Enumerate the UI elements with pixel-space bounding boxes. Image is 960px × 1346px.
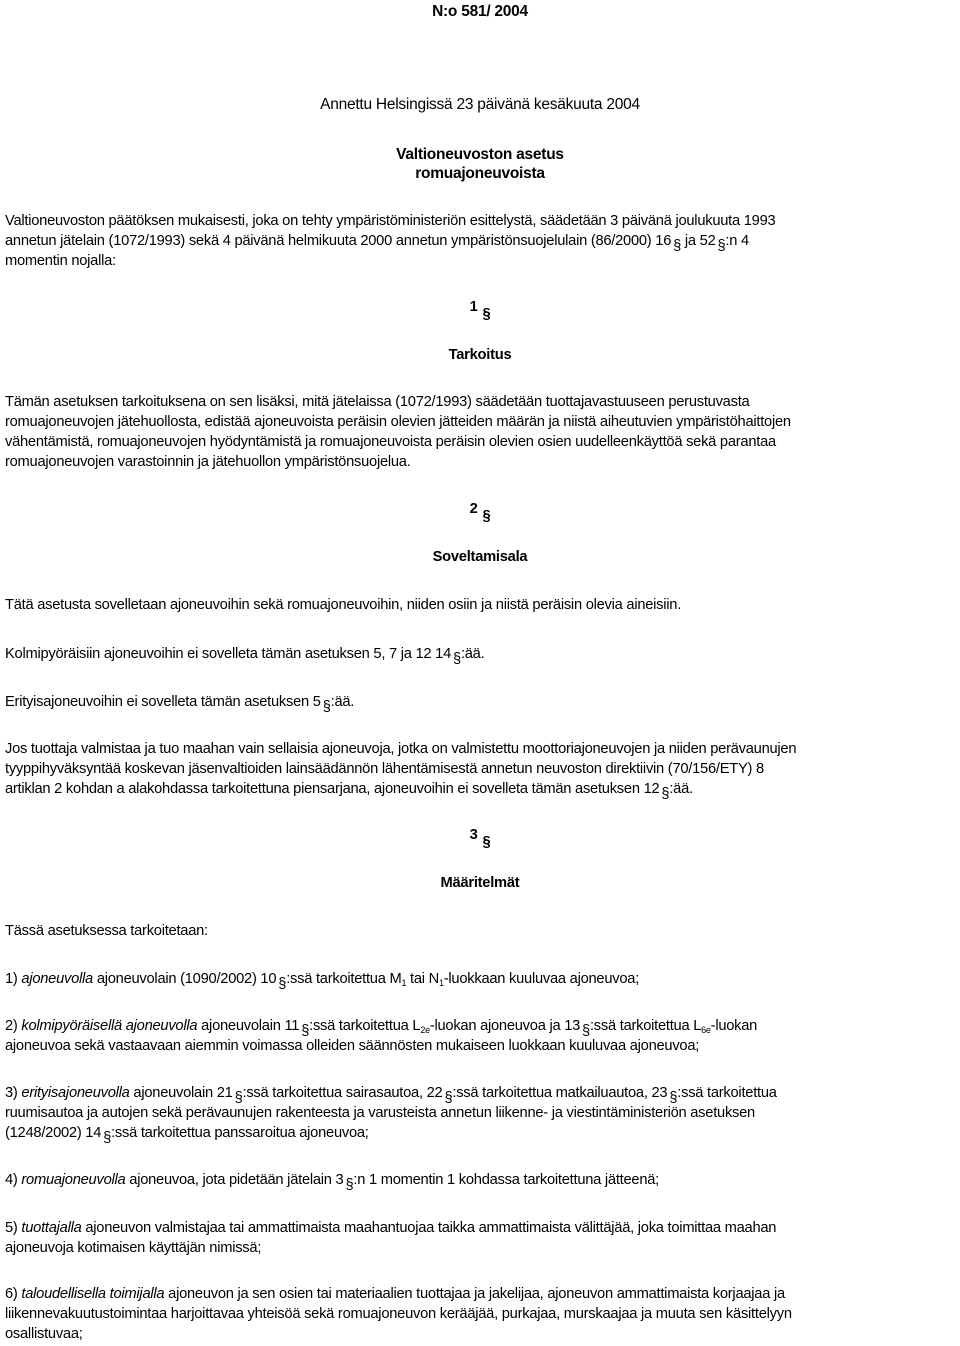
- section-heading: Soveltamisala: [432, 549, 528, 565]
- paragraph: Tätä asetusta sovelletaan ajoneuvoihin sekä romuajoneuvoihin, niiden osiin ja niistä peräisin olevia aineisiin.: [5, 597, 682, 613]
- section-sign-icon: [453, 652, 461, 667]
- preamble-line: Valtioneuvoston päätöksen mukaisesti, joka on tehty ympäristöministeriön esittelystä, säädetään 3 päivänä joulukuuta 1993: [5, 213, 776, 229]
- body-line: osallistuvaa;: [5, 1326, 83, 1342]
- section-sign-icon: [103, 1131, 111, 1146]
- body-line: romuajoneuvojen varastoinnin ja jätehuollon ympäristönsuojelua.: [5, 454, 411, 470]
- body-line: Tämän asetuksen tarkoituksena on sen lisäksi, mitä jätelaissa (1072/1993) säädetään tuottajavastuuseen perustuvasta: [5, 394, 750, 410]
- defined-term: ajoneuvolla: [21, 971, 93, 987]
- body-line: ajoneuvoa sekä vastaavaan aiemmin voimassa olleiden säännösten mukaiseen luokkaan kuuluvaa ajoneuvoa;: [5, 1038, 700, 1054]
- preamble-line: momentin nojalla:: [5, 253, 116, 269]
- paragraph: Kolmipyöräisiin ajoneuvoihin ei sovelleta tämän asetuksen 5, 7 ja 12 14§ :ää.: [5, 644, 960, 667]
- document-subtitle: romuajoneuvoista: [415, 165, 545, 182]
- body-line: Jos tuottaja valmistaa ja tuo maahan vain sellaisia ajoneuvoja, jotka on valmistettu moottoriajoneuvojen ja niiden perävaunujen: [5, 741, 797, 757]
- body-line: 5) tuottajalla ajoneuvon valmistajaa tai ammattimaista maahantuojaa taikka ammattimaista välittäjää, joka toimittaa maahan: [5, 1220, 777, 1236]
- section-sign-icon: [483, 307, 491, 322]
- body-line: tyyppihyväksyntää koskevan jäsenvaltioiden lainsäädännön lähentämisestä annetun neuvoston direktiivin (70/156/ETY) 8: [5, 761, 764, 777]
- defined-term: erityisajoneuvolla: [21, 1085, 130, 1101]
- body-line: romuajoneuvojen jätehuollosta, edistää ajoneuvoista peräisin olevien jätteiden määrän ja niistä aiheutuvien ympäristöhaittojen: [5, 414, 791, 430]
- section-number: 3§: [0, 825, 960, 850]
- preamble-line: annetun jätelain (1072/1993) sekä 4 päivänä helmikuuta 2000 annetun ympäristönsuojelulain (86/2000) 16§ ja 52§ :n 4: [5, 231, 960, 254]
- body-line: liikennevakuutustoimintaa harjoittavaa yhteisöä sekä romuajoneuvon kerääjää, purkajaa, murskaajaa ja muuta sen käsittelyyn: [5, 1306, 792, 1322]
- body-line: 3) erityisajoneuvolla ajoneuvolain 21§ :ssä tarkoitettua sairasautoa, 22§ :ssä tarkoitettua matkailuautoa, 23§ :ssä tarkoitettua: [5, 1083, 960, 1106]
- body-line: ajoneuvoja kotimaisen käyttäjän nimissä;: [5, 1240, 262, 1256]
- section-number: 1§: [0, 297, 960, 322]
- document-number: N:o 581/ 2004: [432, 3, 528, 20]
- section-sign-icon: [278, 977, 286, 992]
- body-line: vähentämistä, romuajoneuvojen hyödyntämistä ja romuajoneuvoista peräisin olevien osien uudelleenkäyttöä sekä parantaa: [5, 434, 776, 450]
- document-title: Valtioneuvoston asetus: [396, 146, 564, 163]
- section-sign-icon: [483, 835, 491, 850]
- body-line: ruumisautoa ja autojen sekä perävaunujen rakenteesta ja varusteista annetun liikenne- ja viestintäministeriön asetuksen: [5, 1105, 755, 1121]
- given-date: Annettu Helsingissä 23 päivänä kesäkuuta 2004: [320, 96, 640, 113]
- section-sign-icon: [323, 700, 331, 715]
- defined-term: romuajoneuvolla: [21, 1172, 126, 1188]
- section-number: 2§: [0, 499, 960, 524]
- body-line: (1248/2002) 14§ :ssä tarkoitettua panssaroitua ajoneuvoa;: [5, 1123, 960, 1146]
- definition-item: 1) ajoneuvolla ajoneuvolain (1090/2002) 10§ :ssä tarkoitettua $M_1$ tai $N_1$-luokkaan kuuluvaa ajoneuvoa;: [5, 969, 960, 992]
- defined-term: kolmipyöräisellä ajoneuvolla: [21, 1018, 198, 1034]
- definition-item: 4) romuajoneuvolla ajoneuvoa, jota pidetään jätelain 3§ :n 1 momentin 1 kohdassa tarkoitettuna jätteenä;: [5, 1170, 960, 1193]
- defined-term: taloudellisella toimijalla: [21, 1286, 165, 1302]
- body-line: 2) kolmipyöräisellä ajoneuvolla ajoneuvolain 11§ :ssä tarkoitettua $L_{2e}$-luokan ajoneuvoa ja 13§ :ssä tarkoitettua $L_{6e}$-luokan: [5, 1016, 960, 1039]
- body-line: artiklan 2 kohdan a alakohdassa tarkoitettuna piensarjana, ajoneuvoihin ei sovelleta tämän asetuksen 12§ :ää.: [5, 779, 960, 802]
- section-heading: Määritelmät: [440, 875, 520, 891]
- section-sign-icon: [483, 509, 491, 524]
- paragraph: Tässä asetuksessa tarkoitetaan:: [5, 923, 208, 939]
- section-heading: Tarkoitus: [448, 347, 512, 363]
- paragraph: Erityisajoneuvoihin ei sovelleta tämän asetuksen 5§ :ää.: [5, 692, 960, 715]
- body-line: 6) taloudellisella toimijalla ajoneuvon ja sen osien tai materiaalien tuottajaa ja jakelijaa, ajoneuvon ammattimaista korjaajaa ja: [5, 1286, 785, 1302]
- defined-term: tuottajalla: [21, 1220, 82, 1236]
